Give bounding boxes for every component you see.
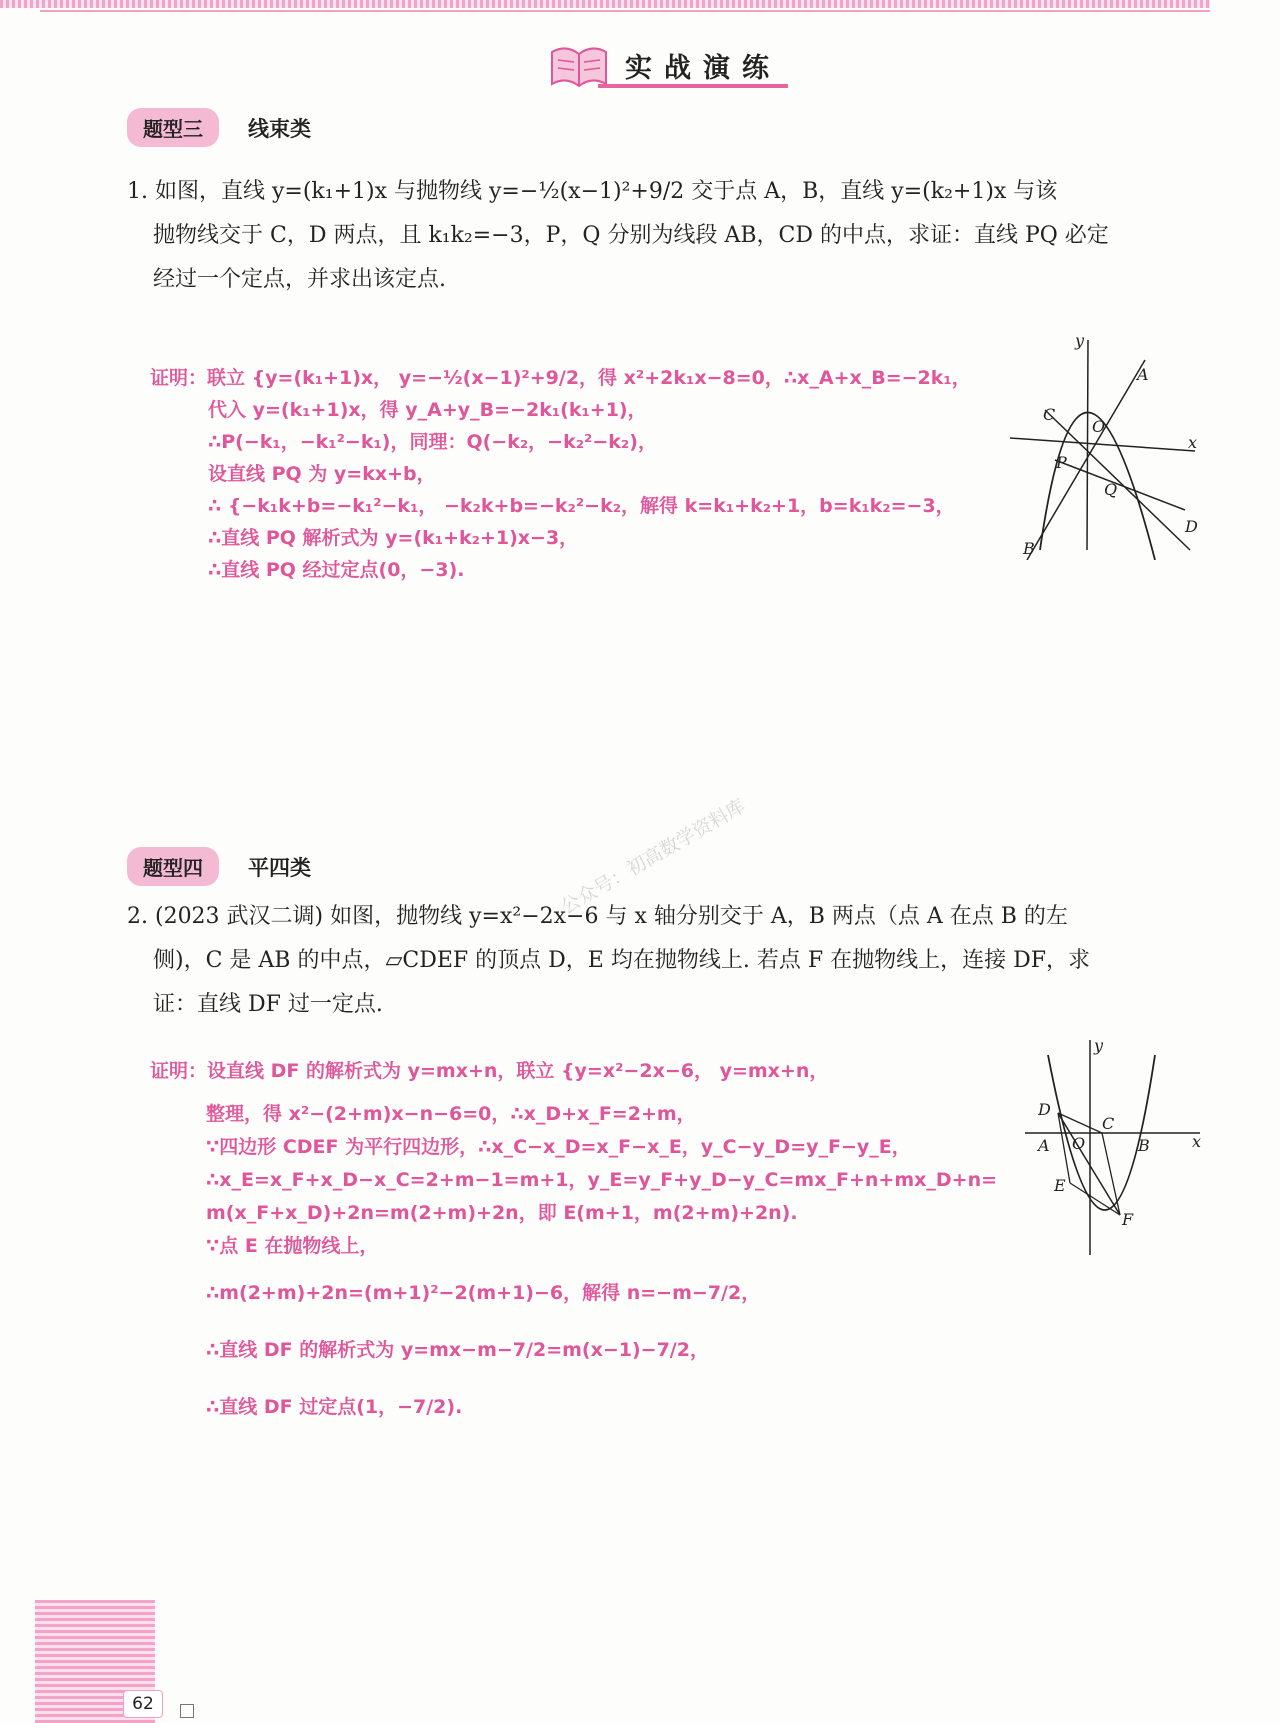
page-header-title: 实战演练 [625,53,781,84]
solution-1-line: 代入 y=(k₁+1)x，得 y_A+y_B=−2k₁(k₁+1)， [208,399,647,421]
figure-1-label-A: A [1137,365,1149,384]
solution-2-line: ∴直线 DF 过定点(1，−7/2). [206,1396,463,1418]
x-axis [1010,438,1195,451]
problem-2 [127,895,1187,1027]
solution-1-line: ∴ {−k₁k+b=−k₁²−k₁， −k₂k+b=−k₂²−k₂，解得 k=k₁+k₂+1，b=k₁k₂=−3， [208,495,955,517]
figure-1-label-y: y [1075,331,1085,350]
solution-2-line: ∵点 E 在抛物线上， [206,1235,379,1257]
problem-2-line: 证：直线 DF 过一定点. [153,992,383,1017]
figure-2-label-B: B [1138,1136,1150,1155]
segment-CF [1102,1133,1120,1215]
top-rule [40,10,1210,12]
line-AB [1027,360,1145,560]
figure-1-label-P: P [1056,453,1067,472]
figure-2-label-C: C [1102,1114,1115,1133]
section-category-3: 线束类 [248,117,311,141]
segment-EF [1070,1183,1120,1215]
solution-1-line: ∴直线 PQ 解析式为 y=(k₁+k₂+1)x−3， [208,527,579,549]
problem-2-line: 侧)，C 是 AB 的中点，▱CDEF 的顶点 D，E 均在抛物线上. 若点 F 在抛物线上，连接 DF，求 [153,948,1090,973]
figure-2-label-E: E [1054,1176,1066,1195]
figure-2-label-D: D [1038,1100,1051,1119]
top-decorative-band [0,0,1210,8]
problem-1-line: 抛物线交于 C，D 两点，且 k₁k₂=−3，P，Q 分别为线段 AB，CD 的中点，求证：直线 PQ 必定 [153,223,1109,248]
figure-2-label-y: y [1094,1036,1104,1055]
solution-2-line: ∵四边形 CDEF 为平行四边形，∴x_C−x_D=x_F−x_E，y_C−y_D=y_F−y_E， [206,1136,911,1158]
header-underline [598,84,788,88]
solution-2-line: ∴直线 DF 的解析式为 y=mx−m−7/2=m(x−1)−7/2， [206,1339,709,1361]
watermark: 公众号：初高数学资料库 [557,795,750,919]
solution-2-line: m(x_F+x_D)+2n=m(2+m)+2n，即 E(m+1，m(2+m)+2n). [206,1202,798,1224]
figure-1-label-D: D [1185,517,1198,536]
solution-1-line: 证明：联立 {y=(k₁+1)x， y=−½(x−1)²+9/2，得 x²+2k₁x−8=0，∴x_A+x_B=−2k₁， [150,367,971,389]
figure-2-label-A: A [1038,1136,1050,1155]
figure-2-label-x: x [1192,1132,1202,1151]
solution-1 [150,362,990,586]
section-badge-3: 题型三 [127,108,219,147]
problem-2-line: 2. (2023 武汉二调) 如图，抛物线 y=x²−2x−6 与 x 轴分别交于 A，B 两点（点 A 在点 B 的左 [127,904,1068,929]
solution-2-line: ∴m(2+m)+2n=(m+1)²−2(m+1)−6，解得 n=−m−7/2， [206,1282,761,1304]
section-badge-4: 题型四 [127,847,219,886]
figure-1-label-O: O [1092,417,1106,436]
book-icon [548,40,610,90]
section-category-4: 平四类 [248,856,311,880]
solution-1-line: ∴直线 PQ 经过定点(0，−3). [208,559,465,581]
problem-1-line: 1. 如图，直线 y=(k₁+1)x 与抛物线 y=−½(x−1)²+9/2 交于点 A，B，直线 y=(k₂+1)x 与该 [127,179,1058,204]
problem-1-line: 经过一个定点，并求出该定点. [153,267,446,292]
y-axis [1087,340,1088,550]
figure-2-label-O: O [1072,1134,1086,1153]
line-PQ [1055,460,1185,510]
solution-2 [150,1055,1020,1424]
figure-1-label-C: C [1043,405,1056,424]
figure-1-label-x: x [1188,433,1198,452]
line-CD [1045,410,1190,550]
problem-1 [127,170,1187,302]
solution-2-line: 整理，得 x²−(2+m)x−n−6=0，∴x_D+x_F=2+m， [206,1103,696,1125]
solution-1-line: 设直线 PQ 为 y=kx+b， [208,463,436,485]
solution-2-line: ∴x_E=x_F+x_D−x_C=2+m−1=m+1，y_E=y_F+y_D−y_C=mx_F+n+mx_D+n= [206,1169,998,1191]
solution-2-line: 证明：设直线 DF 的解析式为 y=mx+n，联立 {y=x²−2x−6， y=mx+n， [150,1060,829,1082]
figure-1-label-Q: Q [1104,480,1118,499]
figure-2-label-F: F [1122,1210,1134,1229]
figure-1-label-B: B [1023,539,1035,558]
figure-2-diagram [1020,1035,1210,1265]
solution-1-line: ∴P(−k₁，−k₁²−k₁)，同理：Q(−k₂，−k₂²−k₂)， [208,431,657,453]
footer-square-mark [180,1704,194,1718]
page-number: 62 [123,1690,163,1718]
figure-1-diagram [1005,330,1205,560]
